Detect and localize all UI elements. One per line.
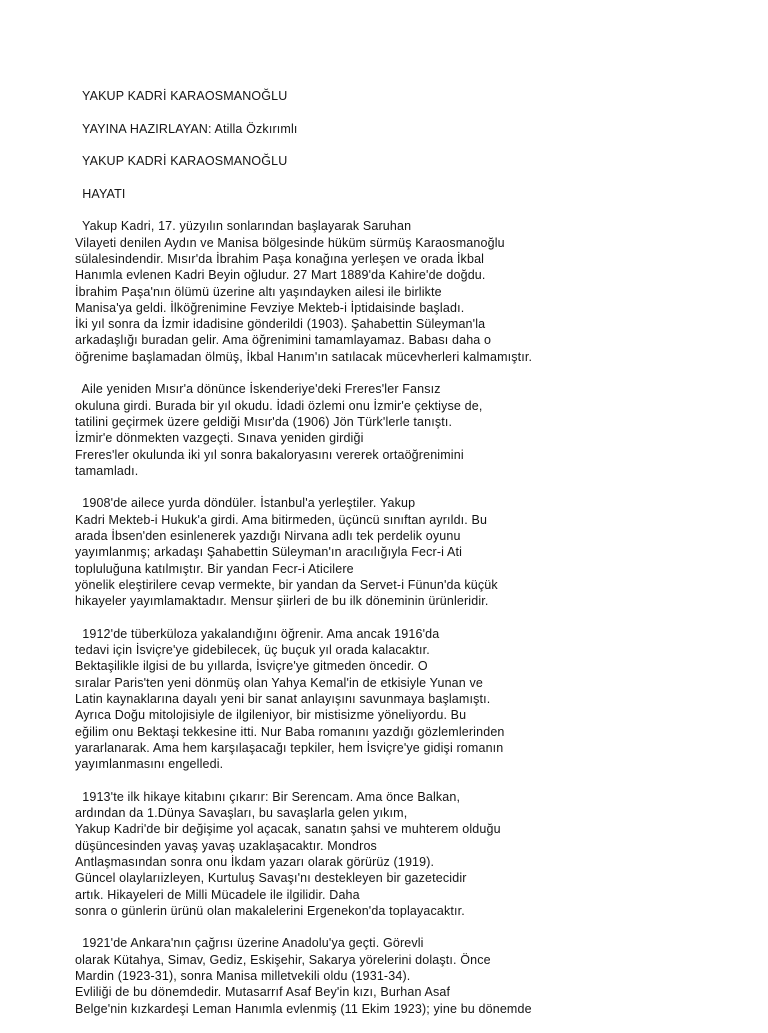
text-line: İbrahim Paşa'nın ölümü üzerine altı yaşındayken ailesi ile birlikte	[75, 284, 442, 299]
text-line: yayımlanmasını engelledi.	[75, 757, 224, 772]
text-line: İzmir'e dönmekten vazgeçti. Sınava yeniden girdiği	[75, 431, 364, 446]
text-line: Manisa'ya geldi. İlköğrenimine Fevziye Mekteb-i İptidaisinde başladı.	[75, 300, 465, 315]
text-line: ardından da 1.Dünya Savaşları, bu savaşlarla gelen yıkım,	[75, 806, 408, 821]
paragraph	[75, 626, 735, 773]
text-line: Güncel olaylarıizleyen, Kurtuluş Savaşı'nı destekleyen bir gazetecidir	[75, 871, 467, 886]
paragraph	[75, 218, 735, 365]
text-line: tedavi için İsviçre'ye gidebilecek, üç buçuk yıl orada kalacaktır.	[75, 643, 430, 658]
text-line: Aile yeniden Mısır'a dönünce İskenderiye'deki Freres'ler Fansız	[75, 382, 441, 397]
text-line: hikayeler yayımlamaktadır. Mensur şiirleri de bu ilk döneminin ürünleridir.	[75, 594, 489, 609]
editor-line: YAYINA HAZIRLAYAN: Atilla Özkırımlı	[75, 121, 298, 136]
text-line: yayımlanmış; arkadaşı Şahabettin Süleyman'ın aracılığıyla Fecr-i Ati	[75, 545, 463, 560]
section-heading-hayati: HAYATI	[75, 186, 126, 201]
text-line: 1913'te ilk hikaye kitabını çıkarır: Bir Serencam. Ama önce Balkan,	[75, 789, 461, 804]
text-line: yararlanarak. Ama hem karşılaşacağı tepkiler, hem İsviçre'ye gidişi romanın	[75, 740, 504, 755]
text-line: topluluğuna katılmıştır. Bir yandan Fecr-i Aticilere	[75, 561, 354, 576]
text-line: sıralar Paris'ten yeni dönmüş olan Yahya Kemal'in de etkisiyle Yunan ve	[75, 675, 484, 690]
text-line: Evliliği de bu dönemdedir. Mutasarrıf Asaf Bey'in kızı, Burhan Asaf	[75, 985, 451, 1000]
text-line: Kadri Mekteb-i Hukuk'a girdi. Ama bitirmeden, üçüncü sınıftan ayrıldı. Bu	[75, 512, 488, 527]
text-line: Freres'ler okulunda iki yıl sonra bakaloryasını vererek ortaöğrenimini	[75, 447, 464, 462]
text-line: Belge'nin kızkardeşi Leman Hanımla evlenmiş (11 Ekim 1923); yine bu dönemde	[75, 1001, 532, 1016]
text-line: olarak Kütahya, Simav, Gediz, Eskişehir, Sakarya yörelerini dolaştı. Önce	[75, 952, 491, 967]
paragraph	[75, 495, 735, 609]
text-line: artık. Hikayeleri de Milli Mücadele ile ilgilidir. Daha	[75, 887, 360, 902]
text-line: arkadaşlığı buradan gelir. Ama öğrenimini tamamlayamaz. Babası daha o	[75, 333, 492, 348]
text-line: okuluna girdi. Burada bir yıl okudu. İdadi özlemi onu İzmir'e çektiyse de,	[75, 398, 483, 413]
document-body	[75, 88, 735, 1033]
text-line: yönelik eleştirilere cevap vermekte, bir yandan da Servet-i Fünun'da küçük	[75, 577, 498, 592]
text-line: Ayrıca Doğu mitolojisiyle de ilgileniyor, bir mistisizme yöneliyordu. Bu	[75, 708, 467, 723]
text-line: Yakup Kadri, 17. yüzyılın sonlarından başlayarak Saruhan	[75, 219, 412, 234]
text-line: Latin kaynaklarına dayalı yeni bir sanat anlayışını savunmaya başlamıştı.	[75, 691, 491, 706]
text-line: 1908'de ailece yurda döndüler. İstanbul'a yerleştiler. Yakup	[75, 496, 416, 511]
document-title: YAKUP KADRİ KARAOSMANOĞLU	[75, 89, 288, 103]
text-line: 1921'de Ankara'nın çağrısı üzerine Anadolu'ya geçti. Görevli	[75, 936, 424, 951]
text-line: eğilim onu Bektaşi tekkesine itti. Nur Baba romanını yazdığı gözlemlerinden	[75, 724, 505, 739]
text-line: Antlaşmasından sonra onu İkdam yazarı olarak görürüz (1919).	[75, 854, 435, 869]
text-line: tamamladı.	[75, 463, 139, 478]
text-line: Hanımla evlenen Kadri Beyin oğludur. 27 Mart 1889'da Kahire'de doğdu.	[75, 268, 486, 283]
text-line: Vilayeti denilen Aydın ve Manisa bölgesinde hüküm sürmüş Karaosmanoğlu	[75, 235, 505, 250]
text-line: Bektaşilikle ilgisi de bu yıllarda, İsviçre'ye gitmeden öncedir. O	[75, 659, 428, 674]
text-line: sülalesindendir. Mısır'da İbrahim Paşa konağına yerleşen ve orada İkbal	[75, 251, 485, 266]
text-line: düşüncesinden yavaş yavaş uzaklaşacaktır. Mondros	[75, 838, 377, 853]
text-line: Yakup Kadri'de bir değişime yol açacak, sanatın şahsi ve muhterem olduğu	[75, 822, 501, 837]
text-line: öğrenime başlamadan ölmüş, İkbal Hanım'ın satılacak mücevherleri kalmamıştır.	[75, 349, 533, 364]
paragraph	[75, 381, 735, 479]
paragraph	[75, 935, 735, 1016]
text-line: Mardin (1923-31), sonra Manisa milletvekili oldu (1931-34).	[75, 969, 411, 984]
text-line: İki yıl sonra da İzmir idadisine gönderildi (1903). Şahabettin Süleyman'la	[75, 317, 486, 332]
text-line: 1912'de tüberküloza yakalandığını öğrenir. Ama ancak 1916'da	[75, 626, 440, 641]
text-line: sonra o günlerin ürünü olan makalelerini Ergenekon'da toplayacaktır.	[75, 903, 465, 918]
text-line: arada İbsen'den esinlenerek yazdığı Nirvana adlı tek perdelik oyunu	[75, 529, 461, 544]
paragraph	[75, 789, 735, 919]
text-line: tatilini geçirmek üzere geldiği Mısır'da (1906) Jön Türk'lerle tanıştı.	[75, 414, 453, 429]
section-title: YAKUP KADRİ KARAOSMANOĞLU	[75, 154, 288, 169]
